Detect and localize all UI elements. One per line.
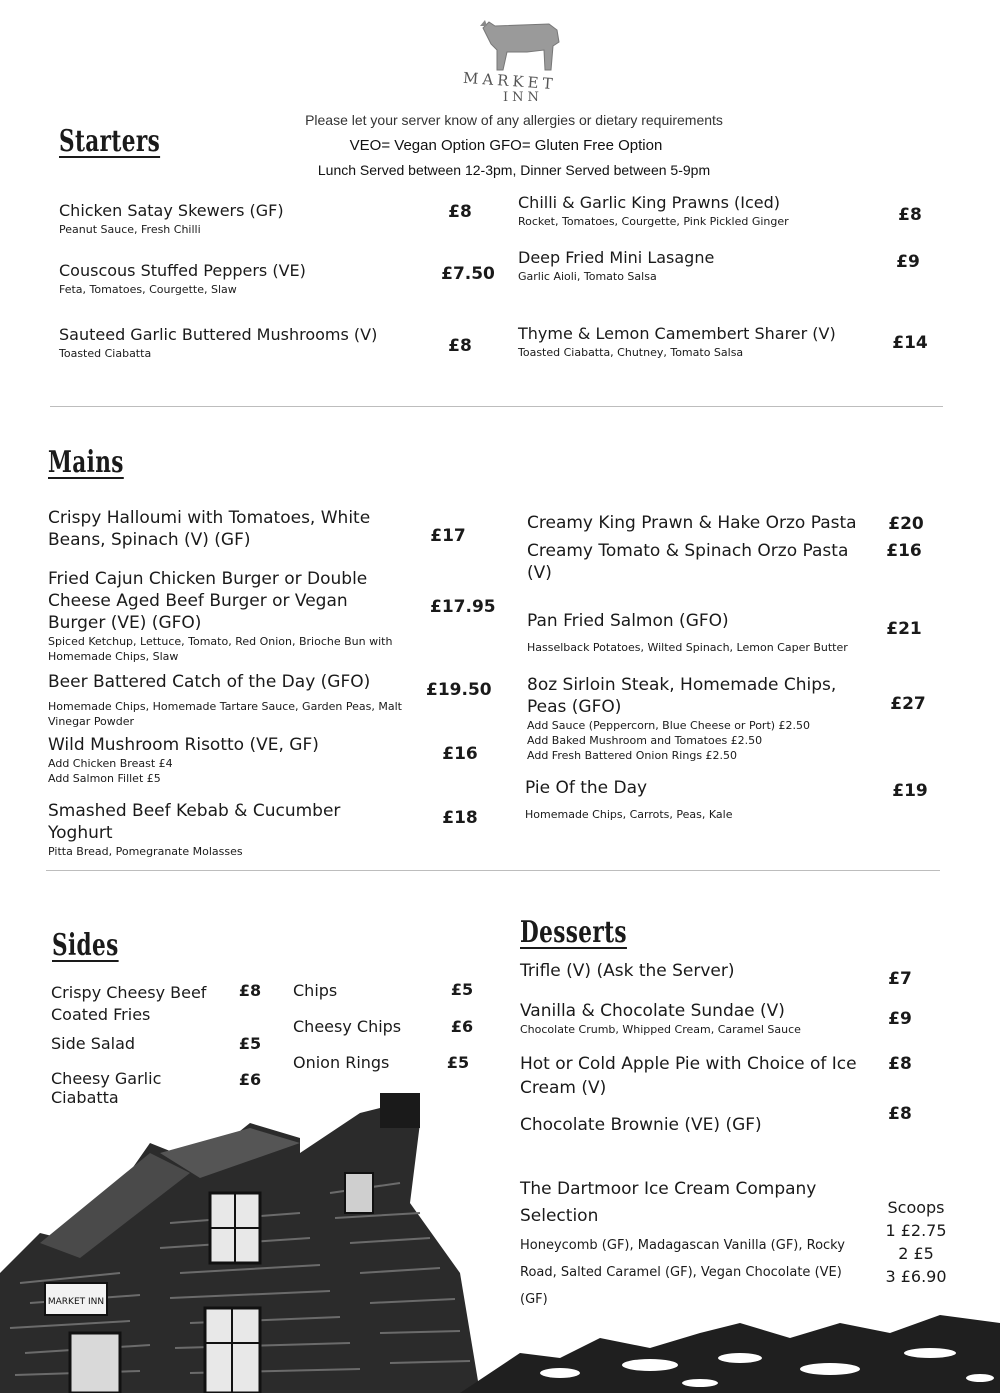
item-name: Thyme & Lemon Camembert Sharer (V) <box>518 324 836 343</box>
item-price: £27 <box>890 694 926 714</box>
main-item <box>527 610 887 655</box>
item-price: £14 <box>892 333 928 353</box>
serving-times-notice: Lunch Served between 12-3pm, Dinner Served between 5-9pm <box>317 162 711 178</box>
item-name: Wild Mushroom Risotto (VE, GF) <box>48 735 319 755</box>
allergy-notice: Please let your server know of any allergies or dietary requirements <box>305 112 723 128</box>
divider <box>50 406 943 407</box>
main-item <box>527 512 872 534</box>
inn-building-illustration <box>0 1083 1000 1393</box>
item-price: £6 <box>450 1017 474 1036</box>
item-name: Chilli & Garlic King Prawns (Iced) <box>518 193 781 212</box>
desserts-heading: Desserts <box>520 915 627 950</box>
item-price: £21 <box>886 619 922 639</box>
item-name: Crispy Halloumi with Tomatoes, White Beans, Spinach (V) (GF) <box>48 508 371 550</box>
main-item <box>527 540 867 584</box>
item-price: £17 <box>430 526 466 546</box>
item-price: £5 <box>238 1034 262 1053</box>
item-description: Feta, Tomatoes, Courgette, Slaw <box>59 283 237 296</box>
item-price: £20 <box>888 514 924 534</box>
scoops-label: Scoops <box>887 1198 945 1217</box>
item-price: £18 <box>442 808 478 828</box>
item-description: Homemade Chips, Carrots, Peas, Kale <box>525 808 733 821</box>
scoop-price: 3 £6.90 <box>885 1267 947 1286</box>
item-price: £8 <box>448 336 472 356</box>
side-item-name: Chips <box>293 981 338 1000</box>
item-description: Toasted Ciabatta, Chutney, Tomato Salsa <box>518 346 744 359</box>
starter-item <box>518 192 868 229</box>
item-price: £8 <box>888 1054 912 1074</box>
starters-heading: Starters <box>59 124 161 159</box>
main-item <box>48 671 408 729</box>
main-item <box>48 507 408 551</box>
ice-cream-flavours: Honeycomb (GF), Madagascan Vanilla (GF), Rocky Road, Salted Caramel (GF), Vegan Chocolate (VE) (GF) <box>520 1238 845 1307</box>
item-addon: Add Fresh Battered Onion Rings £2.50 <box>527 749 738 762</box>
item-name: Creamy Tomato & Spinach Orzo Pasta (V) <box>527 541 849 583</box>
starter-item <box>59 200 419 237</box>
item-price: £16 <box>886 541 922 561</box>
item-name: Beer Battered Catch of the Day (GFO) <box>48 672 371 692</box>
item-price: £16 <box>442 744 478 764</box>
item-addon: Add Chicken Breast £4 <box>48 757 173 770</box>
item-description: Homemade Chips, Homemade Tartare Sauce, Garden Peas, Malt Vinegar Powder <box>48 700 402 728</box>
item-price: £19 <box>892 781 928 801</box>
main-item <box>48 568 403 664</box>
item-price: £7 <box>888 969 912 989</box>
main-item <box>48 734 408 786</box>
side-item-name: Side Salad <box>51 1034 136 1053</box>
item-addon: Add Sauce (Peppercorn, Blue Cheese or Port) £2.50 <box>527 719 811 732</box>
item-price: £6 <box>238 1070 262 1089</box>
item-price: £5 <box>450 980 474 999</box>
side-item-name: Cheesy Garlic Ciabatta <box>51 1069 162 1107</box>
logo-text-market: MARKET <box>462 68 558 94</box>
item-name: Vanilla & Chocolate Sundae (V) <box>520 1001 785 1021</box>
main-item <box>525 777 865 822</box>
scoop-price: 1 £2.75 <box>885 1221 947 1240</box>
item-price: £8 <box>238 981 262 1000</box>
item-description: Peanut Sauce, Fresh Chilli <box>59 223 201 236</box>
item-description: Hasselback Potatoes, Wilted Spinach, Lemon Caper Butter <box>527 641 848 654</box>
item-price: £8 <box>448 202 472 222</box>
item-price: £5 <box>446 1053 470 1072</box>
item-name: Deep Fried Mini Lasagne <box>518 248 715 267</box>
starter-item <box>59 260 419 297</box>
item-price: £9 <box>888 1009 912 1029</box>
dessert-item-name: Hot or Cold Apple Pie with Choice of Ice Cream (V) <box>520 1054 857 1098</box>
item-name: Fried Cajun Chicken Burger or Double Cheese Aged Beef Burger or Vegan Burger (VE) (GFO) <box>48 569 368 633</box>
main-item <box>527 674 847 763</box>
item-addon: Add Salmon Fillet £5 <box>48 772 161 785</box>
ice-cream-title: The Dartmoor Ice Cream Company Selection <box>520 1179 817 1226</box>
dessert-item <box>520 1000 860 1037</box>
item-description: Rocket, Tomatoes, Courgette, Pink Pickled Ginger <box>518 215 789 228</box>
item-price: £8 <box>888 1104 912 1124</box>
item-price: £17.95 <box>430 597 496 617</box>
inn-sign-text: MARKET INN <box>47 1297 105 1307</box>
item-name: 8oz Sirloin Steak, Homemade Chips, Peas (GFO) <box>527 675 837 717</box>
item-price: £19.50 <box>426 680 492 700</box>
logo <box>455 10 585 110</box>
item-description: Garlic Aioli, Tomato Salsa <box>518 270 657 283</box>
item-name: Smashed Beef Kebab & Cucumber Yoghurt <box>48 801 341 843</box>
dessert-item-name: Trifle (V) (Ask the Server) <box>520 961 735 981</box>
item-price: £7.50 <box>441 264 495 284</box>
cow-icon <box>477 14 567 74</box>
item-name: Couscous Stuffed Peppers (VE) <box>59 261 306 280</box>
main-item <box>48 800 388 859</box>
side-item-name: Crispy Cheesy Beef Coated Fries <box>51 983 207 1024</box>
item-name: Creamy King Prawn & Hake Orzo Pasta <box>527 513 857 533</box>
divider <box>46 870 940 871</box>
dessert-item-name: Chocolate Brownie (VE) (GF) <box>520 1115 762 1135</box>
item-name: Sauteed Garlic Buttered Mushrooms (V) <box>59 325 378 344</box>
starter-item <box>518 247 868 284</box>
item-name: Pan Fried Salmon (GFO) <box>527 611 729 631</box>
sides-heading: Sides <box>52 928 119 963</box>
logo-text-inn: INN <box>503 90 543 105</box>
starter-item <box>518 323 878 360</box>
side-item-name: Cheesy Chips <box>293 1017 402 1036</box>
item-addon: Add Baked Mushroom and Tomatoes £2.50 <box>527 734 763 747</box>
item-description: Spiced Ketchup, Lettuce, Tomato, Red Onion, Brioche Bun with Homemade Chips, Slaw <box>48 635 393 663</box>
item-name: Pie Of the Day <box>525 778 648 798</box>
item-description: Chocolate Crumb, Whipped Cream, Caramel Sauce <box>520 1023 801 1036</box>
side-item-name: Onion Rings <box>293 1053 390 1072</box>
scoop-price: 2 £5 <box>898 1244 934 1263</box>
item-price: £9 <box>896 252 920 272</box>
item-price: £8 <box>898 205 922 225</box>
vegan-option-notice: VEO= Vegan Option GFO= Gluten Free Option <box>349 137 663 154</box>
item-name: Chicken Satay Skewers (GF) <box>59 201 284 220</box>
item-description: Toasted Ciabatta <box>59 347 152 360</box>
starter-item <box>59 324 429 361</box>
mains-heading: Mains <box>48 445 124 480</box>
item-description: Pitta Bread, Pomegranate Molasses <box>48 845 243 858</box>
